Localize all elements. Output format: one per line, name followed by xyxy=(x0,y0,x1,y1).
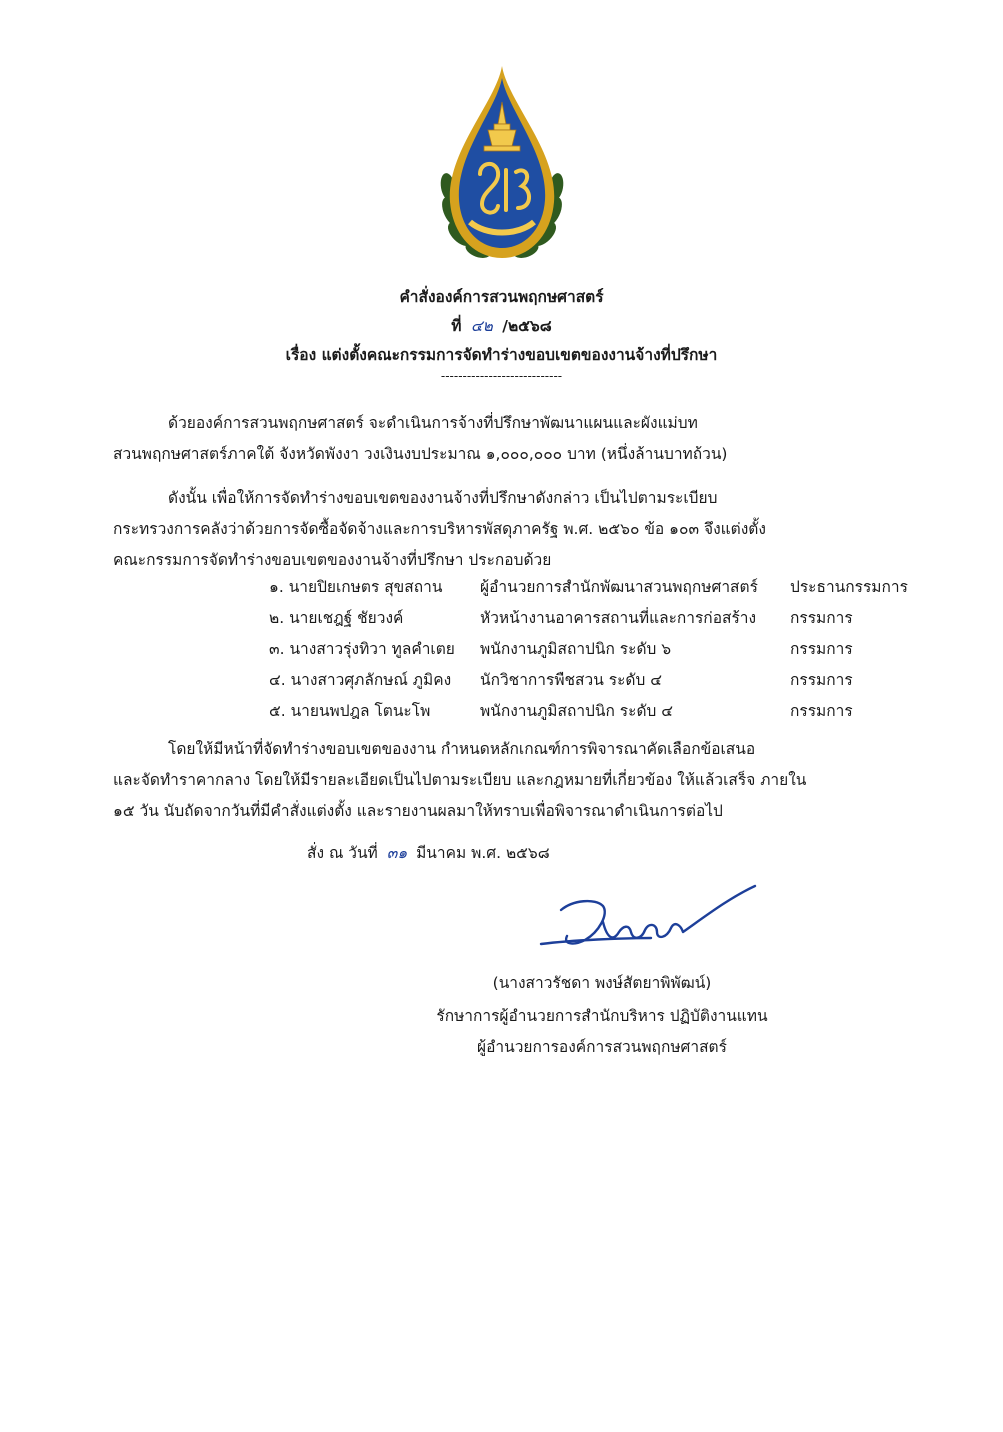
member-position: หัวหน้างานอาคารสถานที่และการก่อสร้าง xyxy=(480,609,757,627)
member-name: ๑. นายปิยเกษตร สุขสถาน xyxy=(269,578,443,596)
paragraph-line: โดยให้มีหน้าที่จัดทำร่างขอบเขตของงาน กำหนดหลักเกณฑ์การพิจารณาคัดเลือกข้อเสนอ xyxy=(168,740,756,758)
signer-name: (นางสาวรัชดา พงษ์สัตยาพิพัฒน์) xyxy=(492,974,712,992)
paragraph-line: กระทรวงการคลังว่าด้วยการจัดซื้อจัดจ้างและการบริหารพัสดุภาครัฐ พ.ศ. ๒๕๖๐ ข้อ ๑๐๓ จึงแต่งตั้ง xyxy=(113,520,766,538)
paragraph-duties xyxy=(113,734,915,827)
paragraph-line: ๑๕ วัน นับถัดจากวันที่มีคำสั่งแต่งตั้ง และรายงานผลมาให้ทราบเพื่อพิจารณาดำเนินการต่อไป xyxy=(113,802,723,820)
handwritten-signature-icon xyxy=(533,882,763,962)
order-number-handwritten: ๔๒ xyxy=(470,317,493,335)
member-name: ๕. นายนพปฎล โตนะโพ xyxy=(269,702,431,720)
order-number xyxy=(0,313,1003,338)
paragraph-line: และจัดทำราคากลาง โดยให้มีรายละเอียดเป็นไปตามระเบียบ และกฎหมายที่เกี่ยวข้อง ให้แล้วเสร็จ ภายใน xyxy=(113,771,807,789)
member-role: กรรมการ xyxy=(790,640,853,658)
header-divider: ---------------------------- xyxy=(440,369,563,383)
date-day-handwritten: ๓๑ xyxy=(386,844,408,862)
signer-position-2: ผู้อำนวยการองค์การสวนพฤกษศาสตร์ xyxy=(477,1038,727,1056)
date-prefix: สั่ง ณ วันที่ xyxy=(307,844,378,862)
member-role: กรรมการ xyxy=(790,609,853,627)
member-role: กรรมการ xyxy=(790,702,853,720)
royal-crown-drop-emblem-icon xyxy=(436,62,568,264)
paragraph-intro xyxy=(113,408,915,470)
paragraph-line: สวนพฤกษศาสตร์ภาคใต้ จังหวัดพังงา วงเงินงบประมาณ ๑,๐๐๐,๐๐๐ บาท (หนึ่งล้านบาทถ้วน) xyxy=(113,445,728,463)
member-position: ผู้อำนวยการสำนักพัฒนาสวนพฤกษศาสตร์ xyxy=(480,578,758,596)
order-title: คำสั่งองค์การสวนพฤกษศาสตร์ xyxy=(399,288,604,306)
member-name: ๓. นางสาวรุ่งทิวา ทูลคำเตย xyxy=(269,640,455,658)
order-subject: เรื่อง แต่งตั้งคณะกรรมการจัดทำร่างขอบเขตของงานจ้างที่ปรึกษา xyxy=(285,346,718,364)
order-number-prefix: ที่ xyxy=(451,317,462,335)
paragraph-line: คณะกรรมการจัดทำร่างขอบเขตของงานจ้างที่ปรึกษา ประกอบด้วย xyxy=(113,551,552,569)
member-role: กรรมการ xyxy=(790,671,853,689)
order-date xyxy=(307,840,550,865)
paragraph-line: ดังนั้น เพื่อให้การจัดทำร่างขอบเขตของงานจ้างที่ปรึกษาดังกล่าว เป็นไปตามระเบียบ xyxy=(168,489,718,507)
date-month-year: มีนาคม พ.ศ. ๒๕๖๘ xyxy=(416,844,550,862)
member-position: นักวิชาการพืชสวน ระดับ ๔ xyxy=(480,671,662,689)
signer-position-1: รักษาการผู้อำนวยการสำนักบริหาร ปฏิบัติงานแทน xyxy=(436,1007,768,1025)
order-number-year: /๒๕๖๘ xyxy=(502,317,552,335)
paragraph-line: ด้วยองค์การสวนพฤกษศาสตร์ จะดำเนินการจ้างที่ปรึกษาพัฒนาแผนและผังแม่บท xyxy=(168,414,698,432)
member-name: ๔. นางสาวศุภลักษณ์ ภูมิคง xyxy=(269,671,452,689)
member-position: พนักงานภูมิสถาปนิก ระดับ ๖ xyxy=(480,640,672,658)
paragraph-appointment xyxy=(113,483,915,576)
member-role: ประธานกรรมการ xyxy=(790,578,908,596)
member-name: ๒. นายเชฎฐ์ ชัยวงค์ xyxy=(269,609,404,627)
member-position: พนักงานภูมิสถาปนิก ระดับ ๔ xyxy=(480,702,674,720)
